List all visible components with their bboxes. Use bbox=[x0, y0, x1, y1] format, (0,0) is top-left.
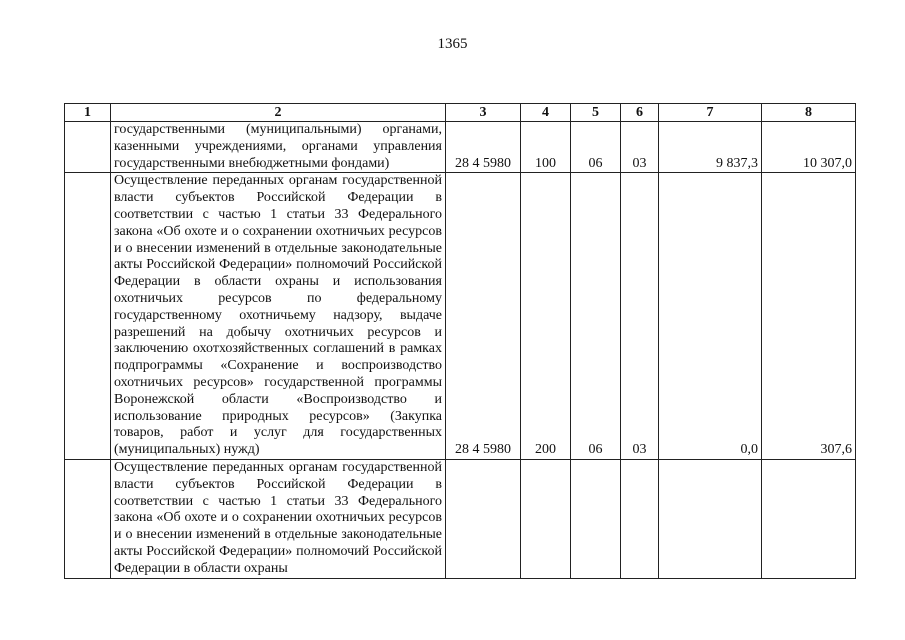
row-sum-2: 10 307,0 bbox=[762, 122, 856, 173]
row-target-code: 28 4 5980 bbox=[446, 122, 521, 173]
row-index-cell bbox=[65, 122, 111, 173]
row-expense-kind bbox=[521, 459, 571, 578]
header-col-2: 2 bbox=[111, 104, 446, 122]
budget-table bbox=[64, 103, 856, 579]
row-index-cell bbox=[65, 459, 111, 578]
row-expense-kind: 100 bbox=[521, 122, 571, 173]
row-section: 06 bbox=[571, 122, 621, 173]
row-sum-1 bbox=[659, 459, 762, 578]
header-col-5: 5 bbox=[571, 104, 621, 122]
header-col-8: 8 bbox=[762, 104, 856, 122]
row-subsection: 03 bbox=[621, 122, 659, 173]
row-subsection bbox=[621, 459, 659, 578]
table-row bbox=[65, 122, 856, 173]
header-col-1: 1 bbox=[65, 104, 111, 122]
row-sum-1: 0,0 bbox=[659, 173, 762, 460]
header-col-4: 4 bbox=[521, 104, 571, 122]
row-target-code bbox=[446, 459, 521, 578]
table-row bbox=[65, 459, 856, 578]
row-index-cell bbox=[65, 173, 111, 460]
row-sum-1: 9 837,3 bbox=[659, 122, 762, 173]
row-sum-2: 307,6 bbox=[762, 173, 856, 460]
page-number: 1365 bbox=[437, 36, 468, 52]
row-expense-kind: 200 bbox=[521, 173, 571, 460]
row-subsection: 03 bbox=[621, 173, 659, 460]
row-description: Осуществление переданных органам государственной власти субъектов Российской Федерации в соответствии с частью 1 статьи 33 Федерального закона «Об охоте и о сохранении охотничьих ресурсов и о внесении изменений в отдельные законодательные акты Российской Федерации» полномочий Российской Федерации в области охраны bbox=[111, 459, 446, 578]
header-col-7: 7 bbox=[659, 104, 762, 122]
row-target-code: 28 4 5980 bbox=[446, 173, 521, 460]
table-row bbox=[65, 173, 856, 460]
row-section: 06 bbox=[571, 173, 621, 460]
row-description: государственными (муниципальными) органами, казенными учреждениями, органами управления государственными внебюджетными фондами) bbox=[111, 122, 446, 173]
header-row bbox=[65, 104, 856, 122]
row-description: Осуществление переданных органам государственной власти субъектов Российской Федерации в соответствии с частью 1 статьи 33 Федерального закона «Об охоте и о сохранении охотничьих ресурсов и о внесении изменений в отдельные законодательные акты Российской Федерации» полномочий Российской Федерации в области охраны и использования охотничьих ресурсов по федеральному государственному охотничьему надзору, выдаче разрешений на добычу охотничьих ресурсов и заключению охотхозяйственных соглашений в рамках подпрограммы «Сохранение и воспроизводство охотничьих ресурсов» государственной программы Воронежской области «Воспроизводство и использование природных ресурсов» (Закупка товаров, работ и услуг для государственных (муниципальных) нужд) bbox=[111, 173, 446, 460]
header-col-3: 3 bbox=[446, 104, 521, 122]
header-col-6: 6 bbox=[621, 104, 659, 122]
row-section bbox=[571, 459, 621, 578]
row-sum-2 bbox=[762, 459, 856, 578]
